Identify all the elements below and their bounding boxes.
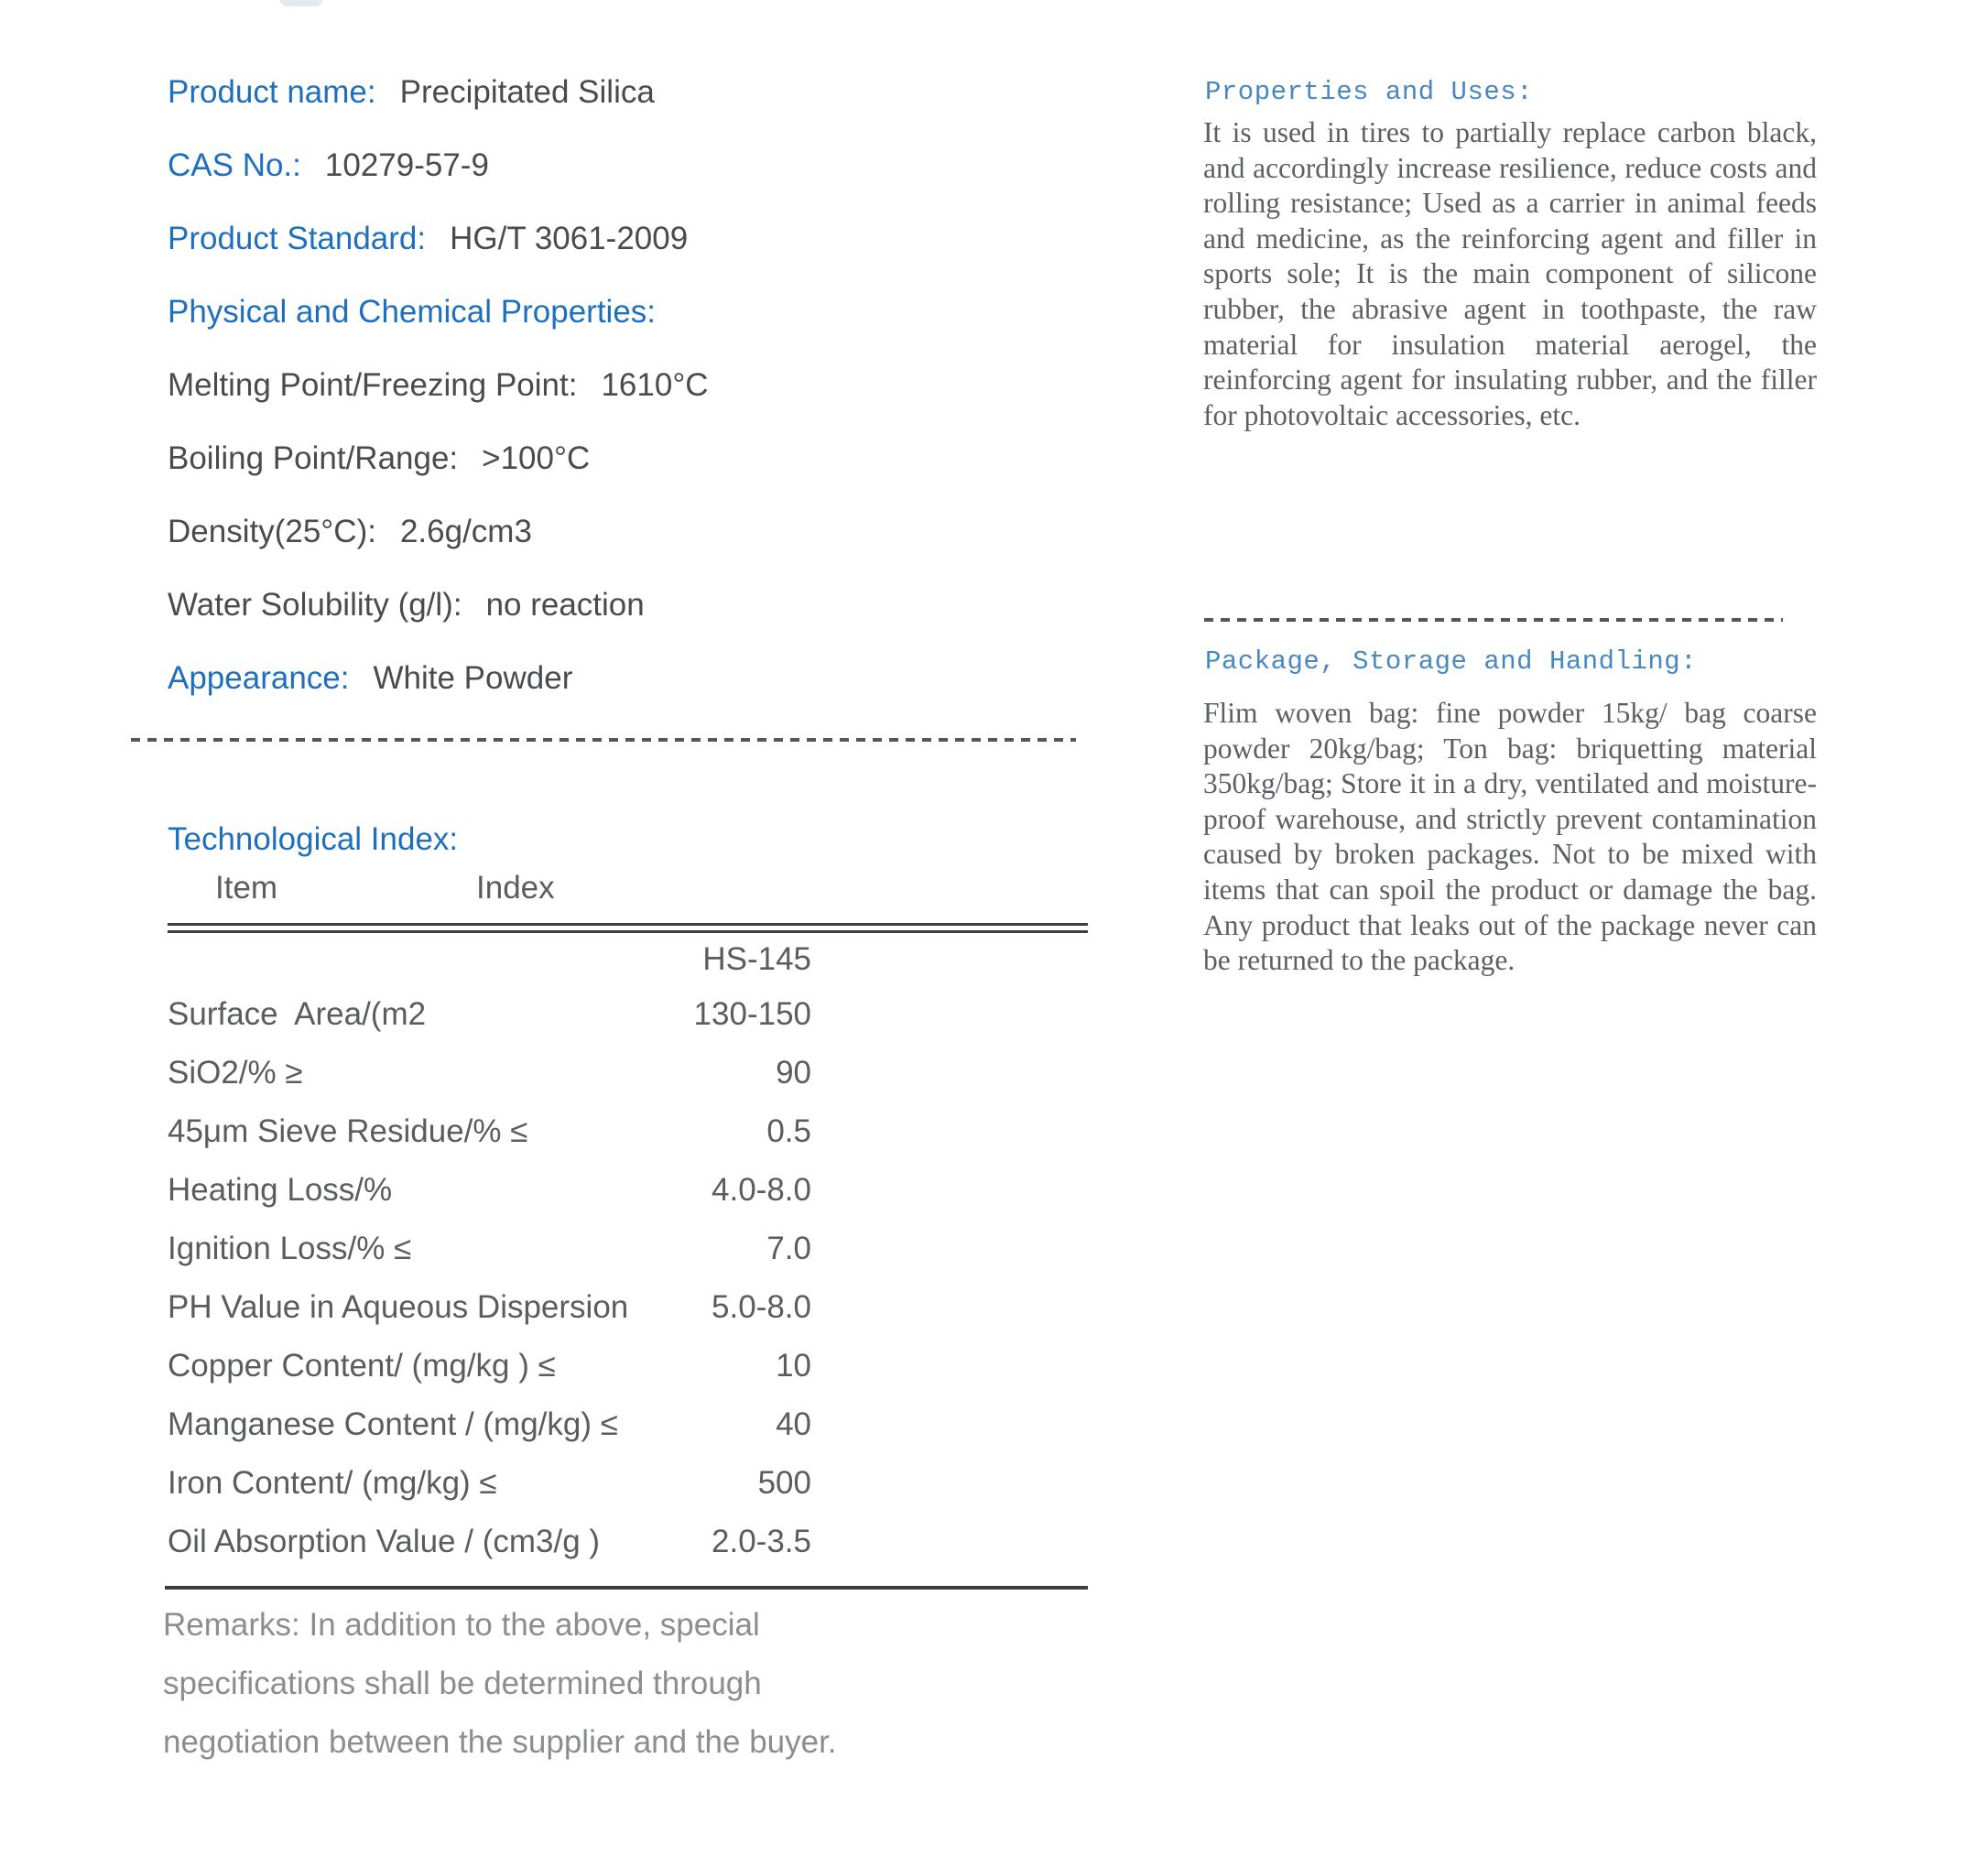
right-dashed-divider [1204,618,1783,622]
field-label: Physical and Chemical Properties: [168,294,657,330]
table-row-item: Manganese Content / (mg/kg) ≤ [168,1406,618,1442]
field-value: no reaction [485,587,645,623]
left-dashed-divider [131,738,1076,742]
field-value: Precipitated Silica [399,74,655,110]
tech-index-heading: Technological Index: [168,821,459,857]
table-row [168,1278,811,1337]
table-row-index: 2.0-3.5 [712,1524,811,1559]
field-value: White Powder [373,660,573,696]
top-edge-artifact [280,0,322,6]
grade-value: HS-145 [702,941,811,977]
table-row-item: 45μm Sieve Residue/% ≤ [168,1113,528,1149]
table-row [168,1161,811,1220]
field-label: Melting Point/Freezing Point: [168,367,578,403]
field-value: 1610°C [601,367,709,403]
field-value: 10279-57-9 [324,147,489,183]
table-bottom-rule [165,1586,1088,1590]
table-row-item: Heating Loss/% [168,1172,393,1208]
col-item-header: Item [215,870,278,906]
col-index-header: Index [476,870,555,906]
table-row-index: 7.0 [766,1231,811,1266]
tech-index-table [168,985,811,1571]
field-line [168,276,709,349]
table-row-index: 10 [776,1348,811,1384]
table-row [168,1513,811,1571]
table-row [168,1044,811,1102]
table-row-index: 4.0-8.0 [712,1172,811,1208]
field-label: CAS No.: [168,147,301,183]
table-row-index: 40 [776,1406,811,1442]
table-row [168,1337,811,1395]
field-value: 2.6g/cm3 [399,514,532,549]
field-line [168,569,709,642]
table-row [168,1454,811,1513]
table-row-item: Iron Content/ (mg/kg) ≤ [168,1465,497,1501]
field-value: HG/T 3061-2009 [450,221,689,256]
field-label: Density(25°C): [168,514,376,549]
field-line [168,129,709,202]
table-row-index: 0.5 [766,1113,811,1149]
table-row-index: 90 [776,1055,811,1091]
field-label: Product Standard: [168,221,427,256]
product-fields [168,56,709,715]
field-label: Water Solubility (g/l): [168,587,462,623]
field-value: >100°C [482,440,591,476]
table-row-item: PH Value in Aqueous Dispersion [168,1289,629,1325]
table-row-item: Surface Area/(m2 [168,996,427,1032]
properties-uses-heading: Properties and Uses: [1205,77,1534,107]
package-storage-heading: Package, Storage and Handling: [1205,646,1698,677]
table-row-index: 5.0-8.0 [712,1289,811,1325]
table-row [168,1395,811,1454]
field-line [168,422,709,495]
table-row [168,985,811,1044]
table-row-index: 130-150 [693,996,811,1032]
field-line [168,349,709,422]
table-row-item: Ignition Loss/% ≤ [168,1231,412,1266]
field-line [168,642,709,715]
package-storage-body: Flim woven bag: fine powder 15kg/ bag coarse powder 20kg/bag; Ton bag: briquetting material 350kg/bag; Store it in a dry, ventilated and moisture-proof warehouse, and strictly prevent contamination caused by broken packages. Not to be mixed with items that can spoil the product or damage the bag. Any product that leaks out of the package never can be returned to the package. [1203,697,1817,977]
field-label: Product name: [168,74,376,110]
field-line [168,495,709,569]
grade-row [168,930,811,989]
table-row-item: SiO2/% ≥ [168,1055,303,1091]
properties-uses-body: It is used in tires to partially replace carbon black, and accordingly increase resilience, reduce costs and rolling resistance; Used as a carrier in animal feeds and medicine, as the reinforcing agent and filler in sports sole; It is the main component of silicone rubber, the abrasive agent in toothpaste, the raw material for insulation material aerogel, the reinforcing agent for insulating rubber, and the filler for photovoltaic accessories, etc. [1203,116,1817,431]
field-label: Appearance: [168,660,350,696]
table-row [168,1220,811,1278]
table-row-item: Copper Content/ (mg/kg ) ≤ [168,1348,556,1384]
table-row-item: Oil Absorption Value / (cm3/g ) [168,1524,601,1559]
table-row [168,1102,811,1161]
field-line [168,56,709,129]
field-label: Boiling Point/Range: [168,440,459,476]
table-row-index: 500 [757,1465,811,1501]
field-line [168,202,709,276]
table-header [168,870,811,906]
remarks-text: Remarks: In addition to the above, special specifications shall be determined through negotiation between the supplier and the buyer. [163,1607,837,1760]
